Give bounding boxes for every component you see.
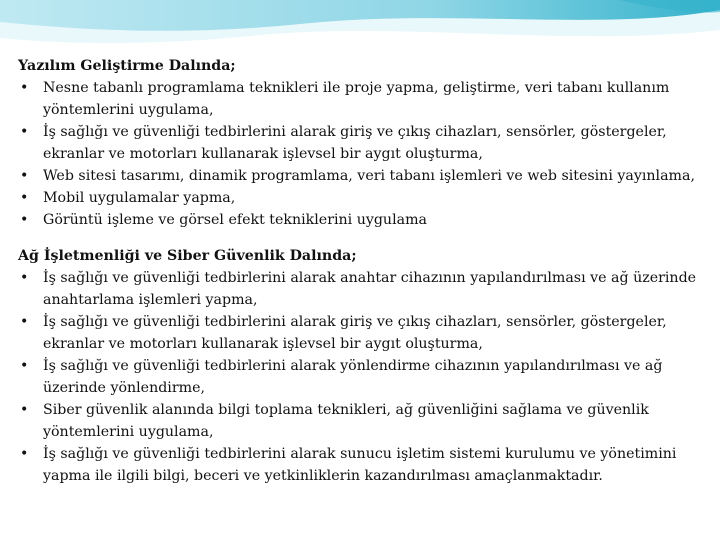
list-item: • Görüntü işleme ve görsel efekt tekniklerini uygulama [18, 209, 708, 231]
list-item: • Web sitesi tasarımı, dinamik programlama, veri tabanı işlemleri ve web sitesini yayınlama, [18, 165, 708, 187]
bullet-icon: • [20, 314, 29, 330]
section-heading: Ağ İşletmenliği ve Siber Güvenlik Dalında; [18, 248, 357, 264]
bullet-icon: • [20, 190, 29, 206]
bullet-icon: • [20, 212, 29, 228]
list-item: • İş sağlığı ve güvenliği tedbirlerini alarak anahtar cihazının yapılandırılması ve ağ üzerinde anahtarlama işlemleri yapma, [18, 267, 708, 311]
bullet-icon: • [20, 402, 29, 418]
list-item: • İş sağlığı ve güvenliği tedbirlerini alarak sunucu işletim sistemi kurulumu ve yönetimini yapma ile ilgili bilgi, beceri ve yetkinliklerin kazandırılması amaçlanmaktadır. [18, 443, 708, 487]
list-item: • İş sağlığı ve güvenliği tedbirlerini alarak yönlendirme cihazının yapılandırılması ve ağ üzerinde yönlendirme, [18, 355, 708, 399]
bullet-icon: • [20, 168, 29, 184]
list-item: • Mobil uygulamalar yapma, [18, 187, 708, 209]
list-item: • İş sağlığı ve güvenliği tedbirlerini alarak giriş ve çıkış cihazları, sensörler, göstergeler, ekranlar ve motorları kullanarak işlevsel bir aygıt oluşturma, [18, 311, 708, 355]
bullet-icon: • [20, 124, 29, 140]
bullet-icon: • [20, 446, 29, 462]
section-software-development [18, 55, 708, 231]
bullet-icon: • [20, 80, 29, 96]
bullet-icon: • [20, 270, 29, 286]
bullet-icon: • [20, 358, 29, 374]
header-wave-decoration [0, 0, 720, 60]
section-heading: Yazılım Geliştirme Dalında; [18, 58, 236, 74]
bullet-list [18, 267, 708, 487]
bullet-list [18, 77, 708, 231]
list-item: • İş sağlığı ve güvenliği tedbirlerini alarak giriş ve çıkış cihazları, sensörler, göstergeler, ekranlar ve motorları kullanarak işlevsel bir aygıt oluşturma, [18, 121, 708, 165]
document-body [18, 55, 708, 487]
section-network-cyber-security [18, 245, 708, 487]
list-item: • Nesne tabanlı programlama teknikleri ile proje yapma, geliştirme, veri tabanı kullanım yöntemlerini uygulama, [18, 77, 708, 121]
list-item: • Siber güvenlik alanında bilgi toplama teknikleri, ağ güvenliğini sağlama ve güvenlik yöntemlerini uygulama, [18, 399, 708, 443]
